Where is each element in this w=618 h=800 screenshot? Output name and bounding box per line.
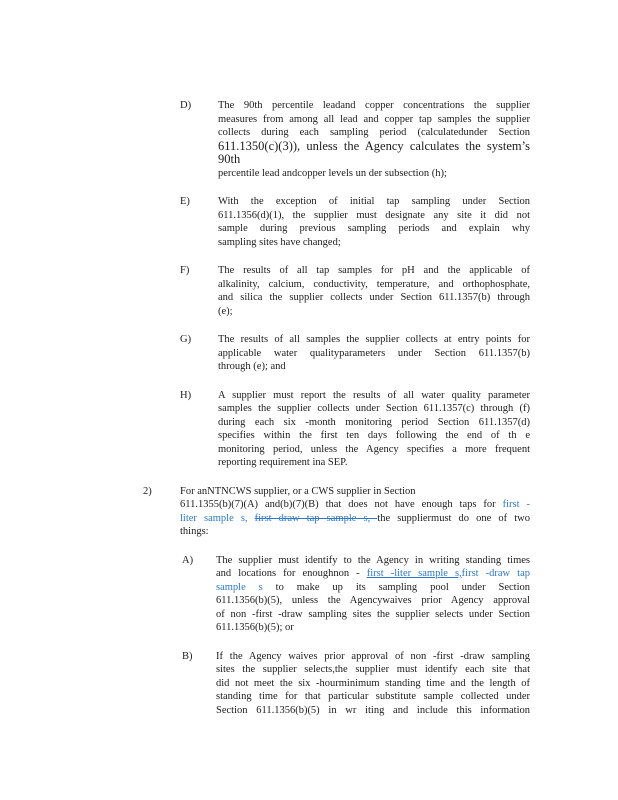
text-segment: reporting requirement ina SEP. — [218, 457, 348, 468]
text-line — [216, 677, 530, 691]
text-segment: The supplier must identify to the Agency in writing standing times — [216, 554, 530, 566]
revision-text: sample s — [216, 581, 263, 593]
text-segment: 611.1350(c)(3)), unless the Agency calculates the system’s 90th — [218, 138, 530, 166]
text-line — [218, 333, 530, 347]
text-segment: 611.1356(b)(5); or — [216, 622, 294, 633]
text-line — [218, 264, 530, 278]
item-text — [216, 554, 530, 635]
text-line — [218, 167, 530, 181]
doc-item-H — [180, 389, 618, 470]
text-line — [216, 567, 530, 581]
text-segment: the suppliermust do one of two — [377, 512, 530, 524]
text-segment: collects during each sampling period (calculatedunder Section — [218, 127, 530, 138]
text-line — [218, 209, 530, 223]
text-segment: percentile lead andcopper levels un der subsection (h); — [218, 167, 447, 179]
text-line — [216, 663, 530, 677]
text-line — [216, 690, 530, 704]
text-segment: specifies within the first ten days following the end of th e — [218, 430, 530, 441]
document-body — [0, 99, 618, 732]
text-line — [180, 498, 530, 512]
text-segment: monitoring period, unless the Agency specifies a more frequent — [218, 443, 530, 455]
text-line — [180, 512, 530, 526]
text-segment: 611.1356(d)(1), the supplier must designate any site it did not — [218, 209, 530, 221]
revision-text: first - — [502, 499, 530, 510]
text-segment: 611.1355(b)(7)(A) and(b)(7)(B) that does not have enough taps for — [180, 499, 503, 510]
item-marker: H) — [180, 389, 192, 401]
item-text — [218, 195, 530, 249]
text-line — [216, 554, 530, 568]
text-line — [218, 389, 530, 403]
item-marker: A) — [182, 554, 194, 566]
text-line — [216, 608, 530, 622]
text-segment: The results of all tap samples for pH and the applicable of — [218, 265, 530, 276]
text-segment: (e); — [218, 305, 233, 317]
item-text — [216, 650, 530, 718]
text-segment: through (e); and — [218, 361, 286, 372]
inserted-text: first -liter sample s, — [366, 568, 462, 579]
text-line — [218, 291, 530, 305]
text-segment: samples the supplier collects under Section 611.1357(c) through (f) — [218, 403, 530, 414]
item-marker: G) — [180, 334, 192, 345]
text-segment: Section 611.1356(b)(5) in wr iting and include this information — [216, 704, 530, 716]
text-line — [218, 347, 530, 361]
text-line — [216, 650, 530, 664]
text-segment: sample during previous sampling periods and explain why — [218, 223, 530, 234]
doc-item-G — [180, 333, 618, 374]
item-text — [218, 99, 530, 180]
text-segment: did not meet the six -hourminimum standing time and the length of — [216, 677, 530, 689]
revision-text: first -draw tap — [461, 568, 530, 579]
text-segment: to make up its sampling pool under Section — [262, 581, 530, 593]
text-segment: The results of all samples the supplier collects at entry points for — [218, 334, 530, 345]
text-line — [180, 525, 530, 539]
text-segment: For anNTNCWS supplier, or a CWS supplier in Section — [180, 485, 416, 497]
text-line — [218, 305, 530, 319]
text-segment: sites the supplier selects,the supplier must identify each site that — [216, 664, 530, 675]
text-segment: standing time for that particular substitute sample collected under — [216, 691, 530, 702]
item-text — [218, 264, 530, 318]
text-line — [218, 278, 530, 292]
doc-item-2 — [143, 485, 618, 539]
doc-item-A — [182, 554, 618, 635]
text-segment: and locations for enoughnon - — [216, 568, 367, 579]
text-segment: applicable water qualityparameters under Section 611.1357(b) — [218, 347, 530, 359]
text-line — [180, 485, 530, 499]
text-segment: sampling sites have changed; — [218, 236, 341, 248]
text-line — [218, 195, 530, 209]
text-line — [218, 360, 530, 374]
doc-item-E — [180, 195, 618, 249]
text-line — [216, 704, 530, 718]
text-line — [218, 236, 530, 250]
text-line — [218, 99, 530, 113]
text-line — [218, 416, 530, 430]
item-marker: B) — [182, 650, 193, 662]
item-marker: D) — [180, 100, 192, 111]
item-text — [180, 485, 530, 539]
text-line — [216, 621, 530, 635]
text-segment: alkalinity, calcium, conductivity, temperature, and orthophosphate, — [218, 278, 530, 290]
doc-item-B — [182, 650, 618, 718]
text-line — [218, 402, 530, 416]
text-line — [218, 140, 530, 167]
text-segment: With the exception of initial tap sampling under Section — [218, 196, 530, 207]
item-marker: E) — [180, 196, 190, 207]
text-line — [218, 126, 530, 140]
item-text — [218, 389, 530, 470]
text-line — [218, 443, 530, 457]
doc-item-D — [180, 99, 618, 180]
text-line — [218, 429, 530, 443]
revision-text: liter sample s, — [180, 512, 255, 524]
text-line — [218, 222, 530, 236]
text-segment: measures from among all lead and copper tap samples the supplier — [218, 113, 530, 125]
text-line — [218, 113, 530, 127]
text-line — [216, 581, 530, 595]
text-line — [216, 594, 530, 608]
text-segment: 611.1356(b)(5), unless the Agencywaives prior Agency approval — [216, 595, 530, 606]
text-segment: during each six -month monitoring period Section 611.1357(d) — [218, 416, 530, 428]
text-segment: of non -first -draw sampling sites the supplier selects under Section — [216, 608, 530, 620]
item-text — [218, 333, 530, 374]
doc-item-F — [180, 264, 618, 318]
item-marker: 2) — [143, 485, 152, 497]
deleted-text: first draw tap sample s, — [254, 512, 378, 524]
text-segment: The 90th percentile leadand copper concentrations the supplier — [218, 100, 530, 111]
text-segment: things: — [180, 526, 209, 537]
text-line — [218, 456, 530, 470]
item-marker: F) — [180, 265, 190, 276]
text-segment: A supplier must report the results of all water quality parameter — [218, 389, 530, 401]
text-segment: If the Agency waives prior approval of non -first -draw sampling — [216, 650, 530, 662]
text-segment: and silica the supplier collects under Section 611.1357(b) through — [218, 292, 530, 303]
